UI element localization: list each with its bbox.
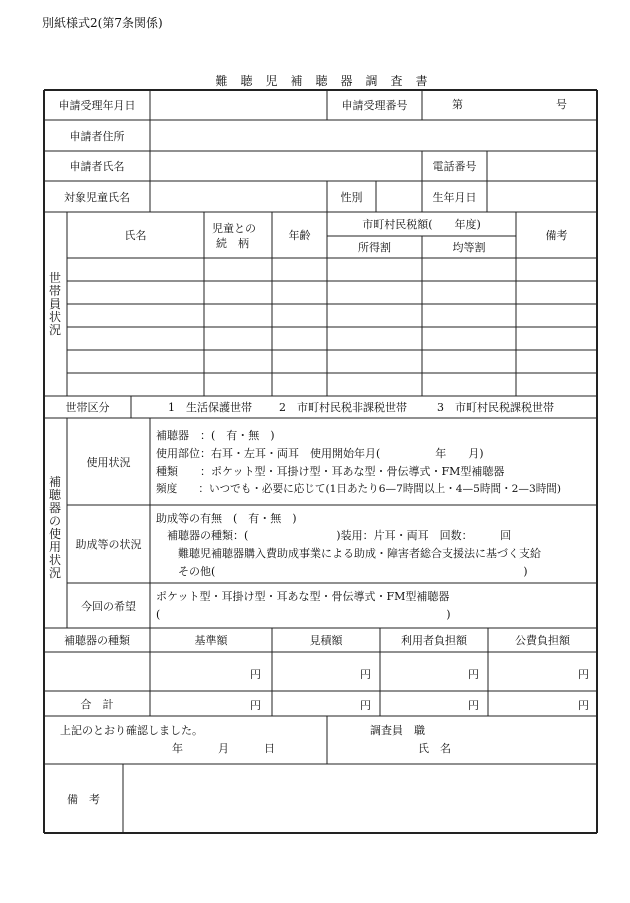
application-number-prefix: 第	[452, 98, 463, 111]
current-wish-line: ( )	[156, 608, 451, 621]
confirmation-day: 日	[264, 742, 275, 755]
household-category-label: 世帯区分	[65, 401, 110, 414]
unit-yen: 円	[360, 668, 371, 681]
form-reference: 別紙様式2(第7条関係)	[42, 16, 163, 30]
household-category-1: 1 生活保護世帯	[168, 401, 252, 414]
household-col-equal: 均等割	[452, 241, 486, 254]
aid-status-line: 助成等の有無 ( 有・無 )	[156, 512, 297, 525]
household-col-age: 年齢	[288, 229, 311, 242]
cost-col-user: 利用者負担額	[401, 634, 467, 647]
confirmation-text: 上記のとおり確認しました。	[60, 724, 203, 737]
confirmation-year: 年	[172, 742, 183, 755]
unit-yen: 円	[578, 699, 589, 712]
current-wish-label: 今回の希望	[81, 599, 136, 613]
usage-status-label: 使用状況	[86, 455, 131, 469]
household-col-remarks: 備考	[545, 229, 568, 242]
cost-col-type: 補聴器の種類	[64, 634, 130, 647]
household-category-3: 3 市町村民税課税世帯	[437, 401, 554, 414]
unit-yen: 円	[468, 668, 479, 681]
usage-section-label: 補 聴 器 の 使 用 状 況	[48, 475, 61, 580]
cost-col-base: 基準額	[194, 634, 228, 647]
usage-status-line: 使用部位：右耳・左耳・両耳 使用開始年月( 年 月)	[156, 447, 484, 460]
household-col-name: 氏名	[124, 229, 147, 242]
unit-yen: 円	[468, 699, 479, 712]
usage-status-line: 補聴器 ：( 有・無 )	[156, 429, 275, 442]
cost-col-public: 公費負担額	[515, 634, 570, 647]
birth-date-label: 生年月日	[432, 190, 477, 204]
aid-status-line: 難聴児補聴器購入費助成事業による助成・障害者総合支援法に基づく支給	[156, 547, 541, 560]
household-col-relation-2: 続 柄	[216, 237, 249, 250]
usage-status-line: 頻度 ：いつでも・必要に応じて(1日あたり6—7時間以上・4—5時間・2—3時間)	[156, 483, 562, 495]
application-number-label: 申請受理番号	[341, 99, 408, 112]
document-title: 難聴児補聴器調査書	[215, 74, 441, 88]
cost-col-estimate: 見積額	[309, 634, 343, 647]
phone-label: 電話番号	[432, 160, 477, 173]
application-number-suffix: 号	[556, 98, 567, 111]
application-date-label: 申請受理年月日	[58, 99, 136, 112]
child-name-label: 対象児童氏名	[64, 190, 130, 204]
aid-status-label: 助成等の状況	[75, 538, 142, 551]
household-col-income: 所得割	[358, 241, 391, 254]
unit-yen: 円	[578, 668, 589, 681]
usage-status-line: 種類 ：ポケット型・耳掛け型・耳あな型・骨伝導式・FM型補聴器	[156, 465, 505, 478]
investigator-name-label: 氏 名	[418, 742, 451, 755]
unit-yen: 円	[250, 668, 261, 681]
total-label: 合 計	[80, 697, 114, 711]
applicant-address-label: 申請者住所	[69, 129, 125, 143]
household-col-relation-1: 児童との	[212, 222, 256, 235]
household-category-2: 2 市町村民税非課税世帯	[279, 401, 407, 414]
aid-status-line: その他( )	[156, 565, 528, 578]
investigator-position-label: 調査員 職	[370, 724, 425, 737]
aid-status-line: 補聴器の種類：( )装用：片耳・両耳 回数： 回	[156, 529, 512, 542]
sex-label: 性別	[340, 190, 363, 204]
unit-yen: 円	[360, 699, 371, 712]
household-section-label: 世 帯 員 状 況	[48, 271, 61, 337]
applicant-name-label: 申請者氏名	[69, 160, 125, 173]
remarks-label: 備 考	[67, 792, 100, 806]
household-col-tax: 市町村民税額( 年度)	[362, 218, 481, 231]
current-wish-line: ポケット型・耳掛け型・耳あな型・骨伝導式・FM型補聴器	[156, 590, 450, 603]
confirmation-month: 月	[218, 742, 229, 755]
unit-yen: 円	[250, 699, 261, 712]
